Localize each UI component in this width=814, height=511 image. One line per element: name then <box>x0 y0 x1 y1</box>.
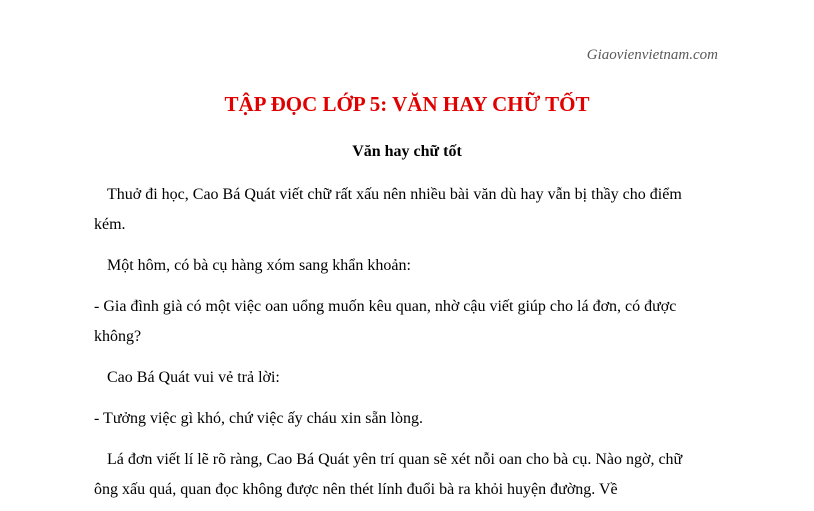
paragraph: Một hôm, có bà cụ hàng xóm sang khẩn khoản: <box>107 257 411 274</box>
story-body <box>94 180 706 511</box>
story-title: Văn hay chữ tốt <box>352 143 462 160</box>
paragraph: Thuở đi học, Cao Bá Quát viết chữ rất xấu nên nhiều bài văn dù hay vẫn bị thầy cho điểm kém. <box>94 186 682 233</box>
paragraph: Cao Bá Quát vui vẻ trả lời: <box>107 369 280 386</box>
site-watermark: Giaovienvietnam.com <box>586 47 718 63</box>
document-title: TẬP ĐỌC LỚP 5: VĂN HAY CHỮ TỐT <box>224 92 590 116</box>
paragraph: Lá đơn viết lí lẽ rõ ràng, Cao Bá Quát yên trí quan sẽ xét nỗi oan cho bà cụ. Nào ngờ, chữ ông xấu quá, quan đọc không được nên thét lính đuổi bà ra khỏi huyện đường. Về <box>94 451 683 498</box>
dialogue-line: - Gia đình già có một việc oan uổng muốn kêu quan, nhờ cậu viết giúp cho lá đơn, có được không? <box>94 298 677 345</box>
dialogue-line: - Tưởng việc gì khó, chứ việc ấy cháu xin sẵn lòng. <box>94 410 423 427</box>
